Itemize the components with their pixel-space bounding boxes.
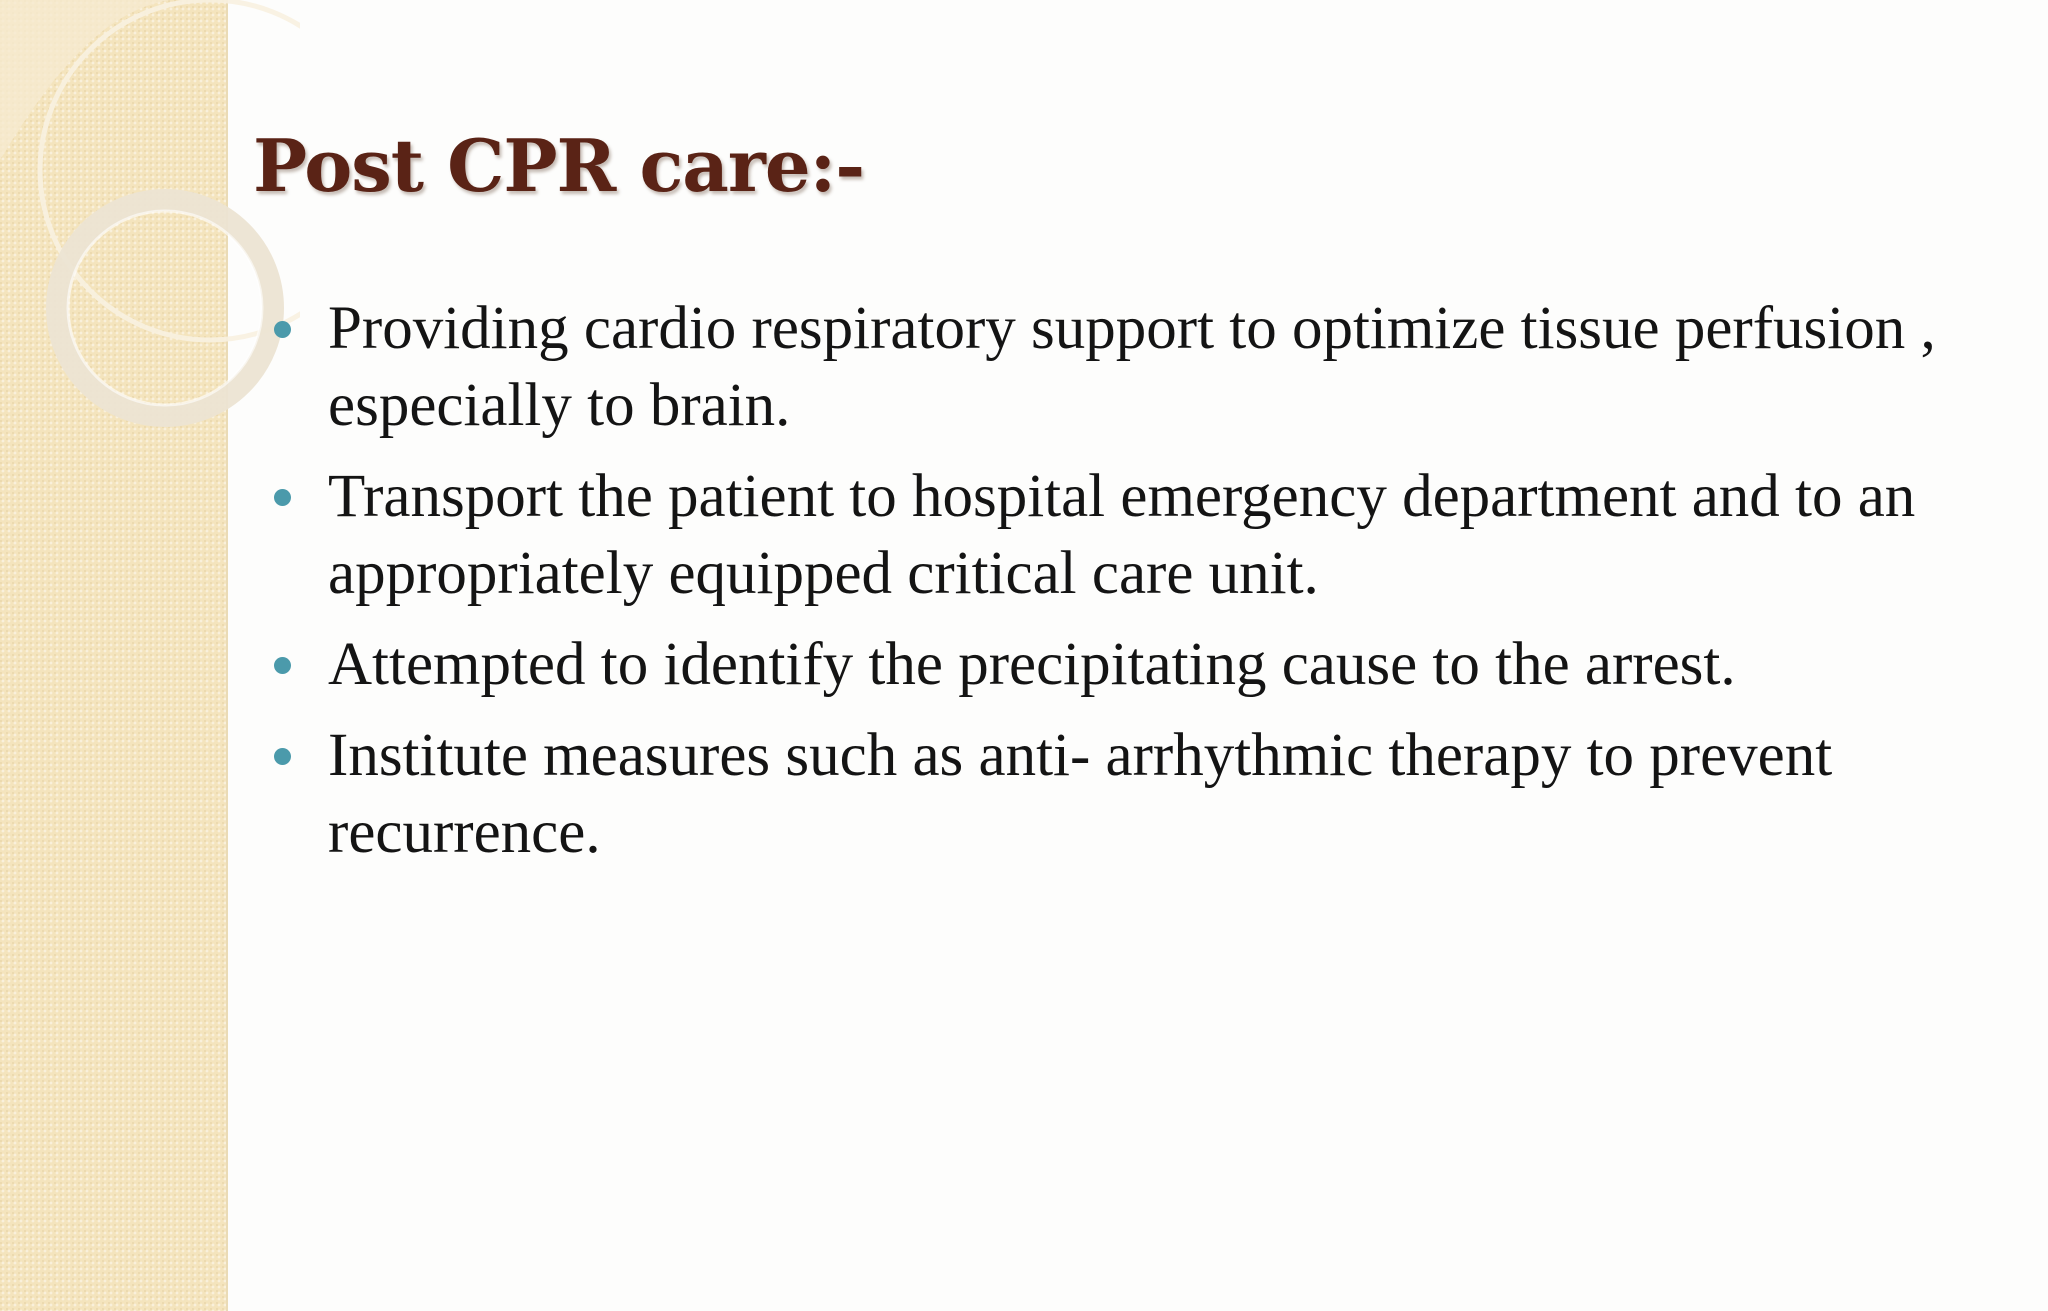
bullet-text: Providing cardio respiratory support to optimize tissue perfusion , especially to brain. bbox=[328, 295, 1936, 439]
decorative-ring-highlight bbox=[68, 211, 262, 405]
bullet-dot-icon bbox=[274, 657, 291, 674]
bullet-list bbox=[260, 290, 2000, 885]
bullet-item-cardio-support bbox=[260, 290, 2000, 444]
bullet-dot-icon bbox=[274, 489, 291, 506]
decorative-thick-ring bbox=[57, 200, 273, 416]
bullet-item-transport bbox=[260, 458, 2000, 612]
bullet-dot-icon bbox=[274, 748, 291, 765]
decorative-rings bbox=[0, 0, 300, 460]
slide-title: Post CPR care:- bbox=[253, 123, 865, 208]
bullet-text: Institute measures such as anti- arrhythmic therapy to prevent recurrence. bbox=[328, 722, 1833, 866]
bullet-dot-icon bbox=[274, 321, 291, 338]
bullet-text: Transport the patient to hospital emergency department and to an appropriately equipped critical care unit. bbox=[328, 463, 1916, 607]
bullet-item-identify-cause bbox=[260, 626, 2000, 703]
decorative-corner-shape bbox=[0, 0, 170, 160]
bullet-text: Attempted to identify the precipitating cause to the arrest. bbox=[328, 631, 1736, 698]
bullet-item-prevent-recurrence bbox=[260, 717, 2000, 871]
